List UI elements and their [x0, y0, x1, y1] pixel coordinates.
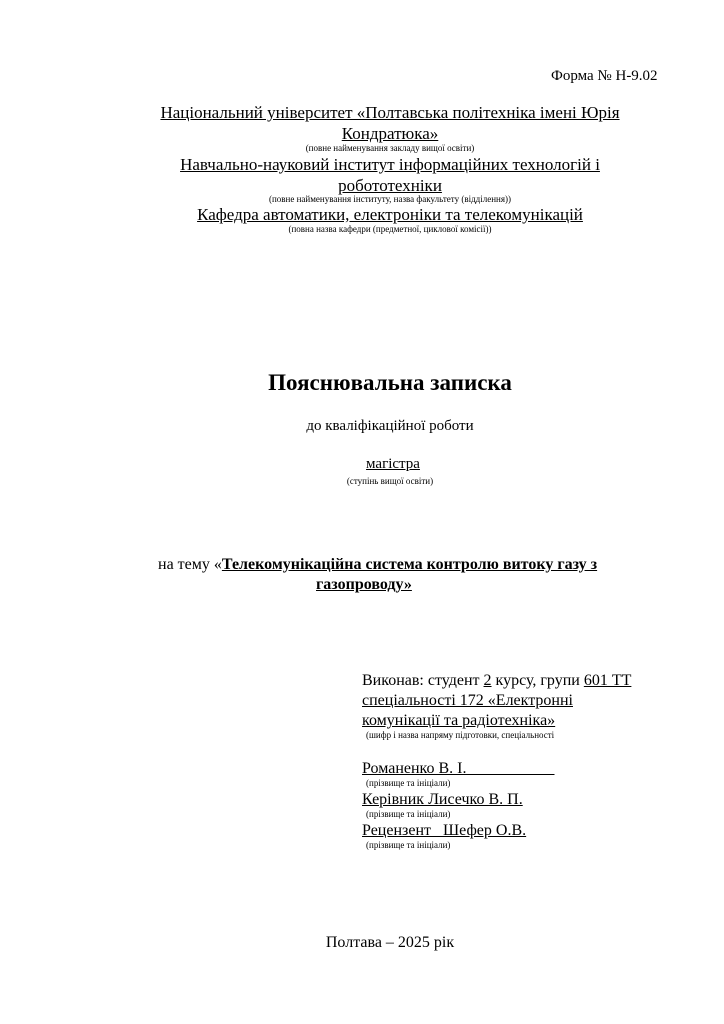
footer-city-year: Полтава – 2025 рік: [325, 934, 455, 951]
form-number: Форма № Н-9.02: [551, 68, 658, 84]
course-label: курсу, групи: [491, 672, 584, 689]
group-value: 601 ТТ: [583, 672, 632, 689]
topic-line-2: [316, 575, 412, 595]
performed-by: [362, 670, 682, 691]
department-caption: (повна назва кафедри (предметної, циклової комісії)): [288, 224, 492, 234]
topic-text-2: газопроводу»: [316, 576, 412, 593]
performed-label: Виконав: студент: [362, 672, 484, 689]
degree: [130, 456, 650, 473]
topic-line-1: [158, 555, 597, 575]
student-caption: (прізвище та ініціали): [366, 778, 451, 788]
reviewer-row: [362, 820, 682, 841]
topic-prefix: на тему «: [158, 556, 222, 573]
institute-name: Навчально-науковий інститут інформаційних технологій і робототехніки: [180, 155, 600, 195]
student-name: Романенко В. І.: [362, 760, 467, 777]
specialty-line-2: комунікації та радіотехніка»: [362, 712, 556, 729]
degree-caption: (ступінь вищої освіти): [346, 476, 434, 486]
specialty-line-1: спеціальності 172 «Електронні: [362, 692, 573, 709]
reviewer-caption: (прізвище та ініціали): [366, 840, 451, 850]
supervisor-name: Керівник Лисечко В. П.: [362, 791, 523, 808]
topic-text-1: Телекомунікаційна система контролю витоку газу з: [221, 556, 598, 573]
university-name: Національний університет «Полтавська політехніка імені Юрія Кондратюка»: [160, 103, 620, 143]
document-title: Пояснювальна записка: [268, 370, 512, 395]
student-name-row: [362, 758, 682, 779]
specialty-caption: (шифр і назва напряму підготовки, спеціальності: [366, 730, 555, 740]
supervisor-caption: (прізвище та ініціали): [366, 809, 451, 819]
institute-caption: (повне найменування інституту, назва факультету (відділення)): [268, 194, 511, 204]
university-caption: (повне найменування закладу вищої освіти): [305, 143, 475, 153]
reviewer-name: Шефер О.В.: [443, 822, 527, 839]
course-value: 2: [483, 672, 492, 689]
reviewer-label: Рецензент: [362, 822, 431, 839]
department-name: Кафедра автоматики, електроніки та телекомунікацій: [197, 205, 583, 224]
degree-value: магістра: [366, 456, 420, 472]
document-subtitle: до кваліфікаційної роботи: [306, 418, 474, 434]
